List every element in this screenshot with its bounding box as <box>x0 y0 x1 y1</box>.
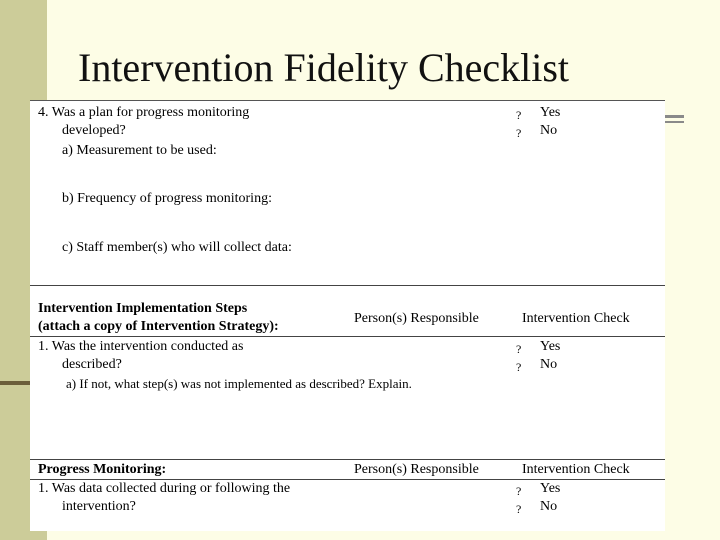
data-collected-question-line1: 1. Was data collected during or following the <box>38 481 291 496</box>
right-accent-line <box>664 115 684 118</box>
divider <box>30 479 665 480</box>
checklist-sheet <box>30 100 665 531</box>
checkbox-no[interactable]: ? <box>516 360 522 374</box>
column-person-responsible: Person(s) Responsible <box>354 311 479 326</box>
plan-question-line2: developed? <box>62 123 126 138</box>
not-implemented-item: a) If not, what step(s) was not implemented as described? Explain. <box>66 376 412 391</box>
divider <box>30 459 665 460</box>
implementation-header-line2: (attach a copy of Intervention Strategy): <box>38 319 279 334</box>
checkbox-yes[interactable]: ? <box>516 342 522 356</box>
progress-monitoring-header: Progress Monitoring: <box>38 462 167 477</box>
implementation-header-line1: Intervention Implementation Steps <box>38 301 248 316</box>
column-person-responsible: Person(s) Responsible <box>354 462 479 477</box>
checkbox-no[interactable]: ? <box>516 502 522 516</box>
column-intervention-check: Intervention Check <box>522 462 630 477</box>
data-collected-question-line2: intervention? <box>62 499 136 514</box>
checkbox-no[interactable]: ? <box>516 126 522 140</box>
plan-question-line1: 4. Was a plan for progress monitoring <box>38 105 250 120</box>
item-staff: c) Staff member(s) who will collect data: <box>62 240 292 255</box>
option-yes-label: Yes <box>540 339 561 354</box>
checkbox-yes[interactable]: ? <box>516 484 522 498</box>
divider <box>30 285 665 286</box>
option-yes-label: Yes <box>540 481 561 496</box>
checkbox-yes[interactable]: ? <box>516 108 522 122</box>
item-measurement: a) Measurement to be used: <box>62 143 217 158</box>
item-frequency: b) Frequency of progress monitoring: <box>62 191 272 206</box>
option-no-label: No <box>540 123 558 138</box>
conducted-question-line1: 1. Was the intervention conducted as <box>38 339 244 354</box>
slide-title: Intervention Fidelity Checklist <box>78 45 570 90</box>
option-no-label: No <box>540 357 558 372</box>
column-intervention-check: Intervention Check <box>522 311 630 326</box>
right-accent-line-2 <box>664 121 684 123</box>
divider <box>30 336 665 337</box>
option-no-label: No <box>540 499 558 514</box>
option-yes-label: Yes <box>540 105 561 120</box>
conducted-question-line2: described? <box>62 357 122 372</box>
